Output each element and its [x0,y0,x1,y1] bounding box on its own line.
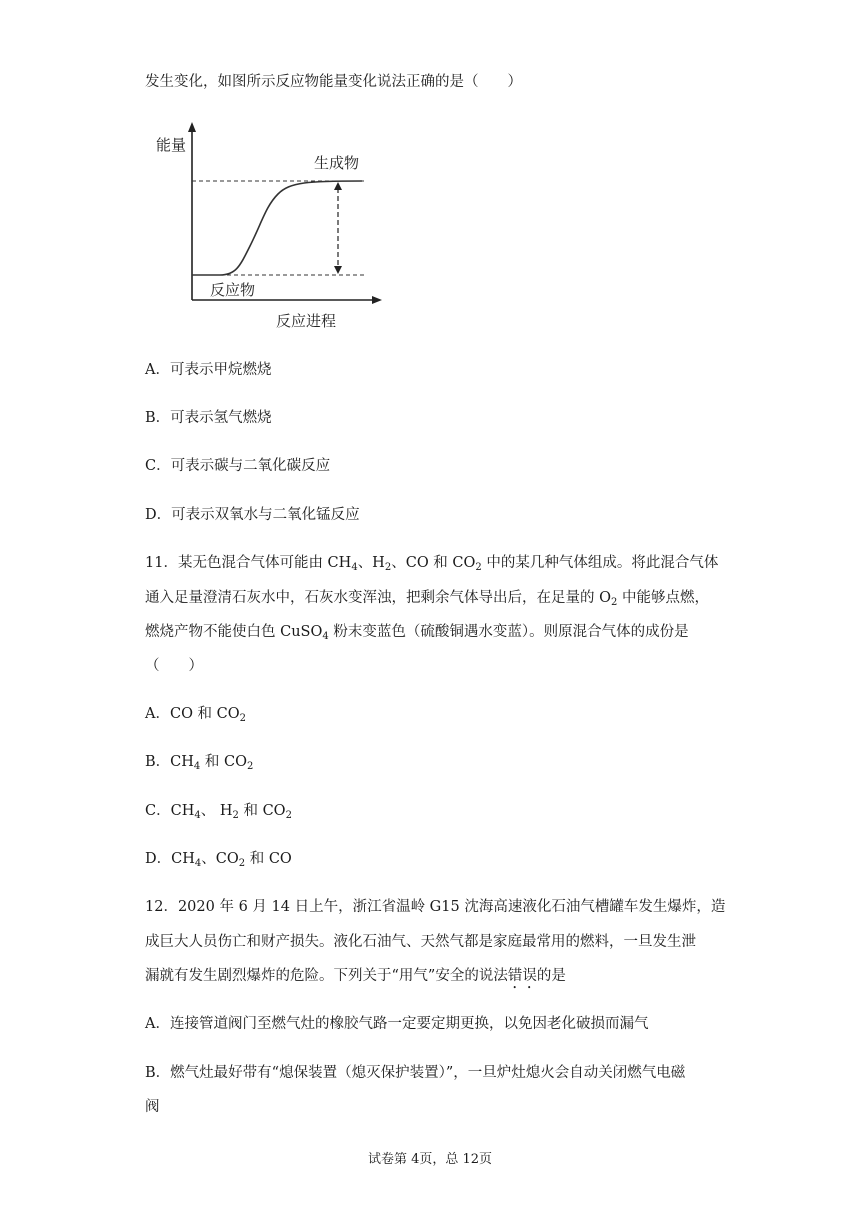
emphasized-word: 错误 [507,968,537,984]
energy-diagram [148,118,398,338]
energy-diagram-svg [148,118,398,338]
page-footer: 试卷第 4页，总 12页 [367,1152,493,1167]
q11-option-b: B．$CH_4$ 和 $CO_2$ [145,754,254,772]
q12-option-b-line-2: 阀 [145,1099,160,1115]
y-axis-arrow [188,122,196,132]
arrow-head-up [334,182,342,190]
q11-option-c: C．$CH_4$、 $H_2$ 和 $CO_2$ [145,803,292,821]
arrow-head-down [334,266,342,274]
q12-stem-line-2: 成巨大人员伤亡和财产损失。液化石油气、天然气都是家庭最常用的燃料，一旦发生泄 [145,934,696,950]
q10-option-c: C．可表示碳与二氧化碳反应 [145,458,331,474]
q11-answer-blank: （ ） [145,658,203,674]
q11-stem-line-3: 燃烧产物不能使白色 CuSO$_4$ 粉末变蓝色（硫酸铜遇水变蓝）。则原混合气体的成份是 [145,624,689,642]
x-axis-label: 反应进程 [276,312,337,330]
q12-option-b-line-1: B．燃气灶最好带有“熄保装置（熄灭保护装置）”，一旦炉灶熄火会自动关闭燃气电磁 [145,1065,686,1081]
y-axis-label: 能量 [156,136,187,154]
q11-stem-line-2: 通入足量澄清石灰水中，石灰水变浑浊，把剩余气体导出后，在足量的 $O_2$ 中能够点燃， [145,590,709,608]
q11-stem-line-1: 11．某无色混合气体可能由 $CH_4$、$H_2$、CO 和 $CO_2$ 中的某几种气体组成。将此混合气体 [145,555,719,573]
q12-option-a: A．连接管道阀门至燃气灶的橡胶气路一定要定期更换，以免因老化破损而漏气 [145,1016,649,1032]
product-label: 生成物 [314,154,360,172]
q12-stem-line-1: 12．2020 年 6 月 14 日上午，浙江省温岭 G15 沈海高速液化石油气槽罐车发生爆炸，造 [145,899,726,915]
q10-option-d: D．可表示双氧水与二氧化锰反应 [145,507,360,523]
energy-curve [192,181,362,275]
q11-option-a: A．CO 和 $CO_2$ [145,706,247,724]
q10-option-b: B．可表示氢气燃烧 [145,410,272,426]
q10-option-a: A．可表示甲烷燃烧 [145,362,272,378]
reactant-label: 反应物 [210,281,256,299]
q11-option-d: D．$CH_4$、$CO_2$ 和 CO [145,851,292,869]
q12-stem-line-3: 漏就有发生剧烈爆炸的危险。下列关于“用气”安全的说法错误的是 [145,968,566,984]
q10-stem: 发生变化，如图所示反应物能量变化说法正确的是（ ） [145,74,522,90]
x-axis-arrow [372,296,382,304]
